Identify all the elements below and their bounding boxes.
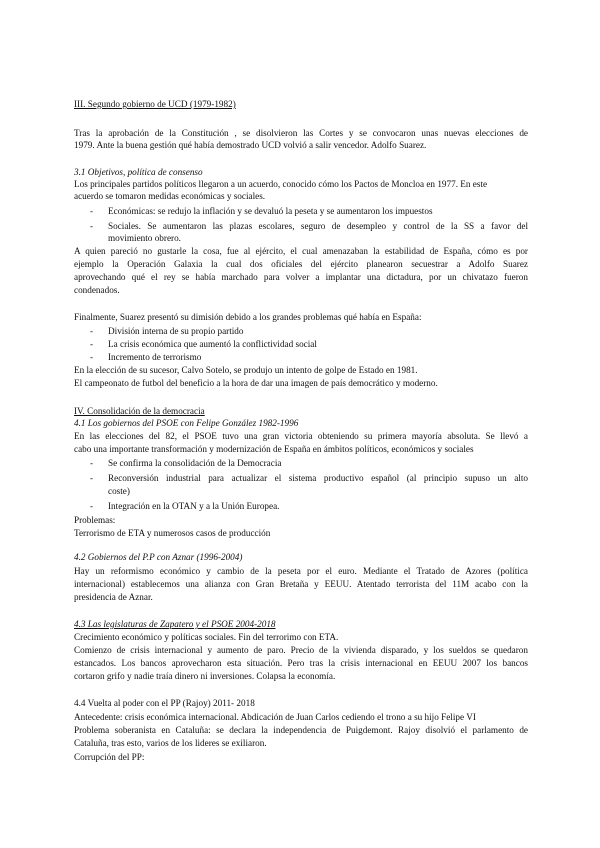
paragraph-line: En las elecciones del 82, el PSOE tuvo una gran victoria obteniendo su primera mayoría absoluta. Se llevó a [74, 431, 528, 441]
paragraph-line: Corrupción del PP: [74, 752, 145, 762]
bullet-item: Integración en la OTAN y a la Unión Europea. [108, 501, 280, 511]
bullet-marker: - [90, 458, 94, 468]
paragraph-line: aprovechando qué el rey se había marchado para volver a implantar una dictadura, por un chivatazo fueron [74, 272, 528, 282]
subsection-title-4-3: 4.3 Las legislaturas de Zapatero y el PSOE 2004-2018 [74, 619, 276, 629]
paragraph-line: Comienzo de crisis internacional y aumento de paro. Precio de la vivienda disparado, y los sueldos se quedaron [74, 645, 528, 655]
paragraph-line: acuerdo se tomaron medidas económicas y sociales. [74, 191, 266, 201]
subsection-title-4-2: 4.2 Gobiernos del P.P con Aznar (1996-2004) [74, 552, 243, 562]
subsection-title-4-4: 4.4 Vuelta al poder con el PP (Rajoy) 2011- 2018 [74, 698, 255, 708]
bullet-item-cont: coste) [108, 486, 130, 496]
subsection-title-4-1: 4.1 Los gobiernos del PSOE con Felipe González 1982-1996 [74, 418, 299, 428]
bullet-marker: - [90, 221, 94, 231]
paragraph-line: estancados. Los bancos aprovecharon esta situación. Pero tras la crisis internacional en EEUU 2007 los bancos [74, 658, 528, 668]
paragraph-line: Crecimiento económico y políticas sociales. Fin del terrorimo con ETA. [74, 632, 339, 642]
bullet-marker: - [90, 206, 94, 216]
intro-line-2: 1979. Ante la buena gestión qué había demostrado UCD volvió a salir vencedor. Adolfo Suarez. [74, 140, 427, 150]
bullet-item: Reconversión industrial para actualizar el sistema productivo español (al principio supuso un alto [108, 473, 528, 483]
bullet-item: Incremento de terrorismo [108, 352, 202, 362]
bullet-item: Se confirma la consolidación de la Democracia [108, 458, 282, 468]
bullet-item-sociales-cont: movimiento obrero. [108, 233, 181, 243]
subsection-title-3-1: 3.1 Objetivos, política de consenso [74, 167, 203, 177]
paragraph-line: Los principales partidos políticos llegaron a un acuerdo, conocido cómo los Pactos de Moncloa en 1977. En este [74, 179, 488, 189]
bullet-marker: - [90, 326, 94, 336]
paragraph-line: Problema soberanista en Cataluña: se declara la independencia de Puigdemont. Rajoy disolvió el parlamento de [74, 725, 528, 735]
paragraph-line: El campeonato de futbol del beneficio a la hora de dar una imagen de país democrático y moderno. [74, 378, 438, 388]
bullet-marker: - [90, 339, 94, 349]
bullet-item-sociales: Sociales. Se aumentaron las plazas escolares, seguro de desempleo y control de la SS a favor del [108, 221, 528, 231]
paragraph-line: cabo una importante transformación y modernización de España en ámbitos políticos, económicos y sociales [74, 444, 474, 454]
section-title-iii: III. Segundo gobierno de UCD (1979-1982) [74, 99, 236, 109]
problems-text: Terrorismo de ETA y numerosos casos de producción [74, 528, 271, 538]
paragraph-line: ejemplo la Operación Galaxia la cual dos oficiales del ejército planearon secuestrar a Adolfo Suarez [74, 259, 528, 269]
bullet-item: División interna de su propio partido [108, 326, 244, 336]
paragraph-line: cortaron grifo y nadie traía dinero ni inversiones. Colapsa la economía. [74, 671, 336, 681]
bullet-marker: - [90, 352, 94, 362]
paragraph-line: internacional) establecemos una alianza con Gran Bretaña y EEUU. Atentado terrorista del 11M acabo con la [74, 579, 528, 589]
paragraph-line: Antecedente: crisis económica internacional. Abdicación de Juan Carlos cediendo el trono a su hijo Felipe VI [74, 712, 476, 722]
paragraph-line: condenados. [74, 285, 120, 295]
bullet-marker: - [90, 473, 94, 483]
intro-line-1: Tras la aprobación de la Constitución , se disolvieron las Cortes y se convocaron unas nuevas elecciones de [74, 128, 528, 138]
paragraph-line: En la elección de su sucesor, Calvo Sotelo, se produjo un intento de golpe de Estado en 1981. [74, 365, 418, 375]
paragraph-line: Finalmente, Suarez presentó su dimisión debido a los grandes problemas qué había en España: [74, 312, 422, 322]
paragraph-line: presidencia de Aznar. [74, 592, 153, 602]
paragraph-line: Cataluña, tras esto, varios de los lideres se exiliaron. [74, 738, 267, 748]
bullet-item-economicas: Económicas: se redujo la inflación y se devaluó la peseta y se aumentaron los impuestos [108, 206, 433, 216]
section-title-iv: IV. Consolidación de la democracia [74, 406, 205, 416]
problems-label: Problemas: [74, 515, 116, 525]
paragraph-line: Hay un reformismo económico y cambio de la peseta por el euro. Mediante el Tratado de Azores (política [74, 566, 528, 576]
bullet-item: La crisis económica que aumentó la conflictividad social [108, 339, 317, 349]
paragraph-line: A quien pareció no gustarle la cosa, fue al ejército, el cual amenazaban la estabilidad de España, cómo es por [74, 246, 528, 256]
bullet-marker: - [90, 501, 94, 511]
